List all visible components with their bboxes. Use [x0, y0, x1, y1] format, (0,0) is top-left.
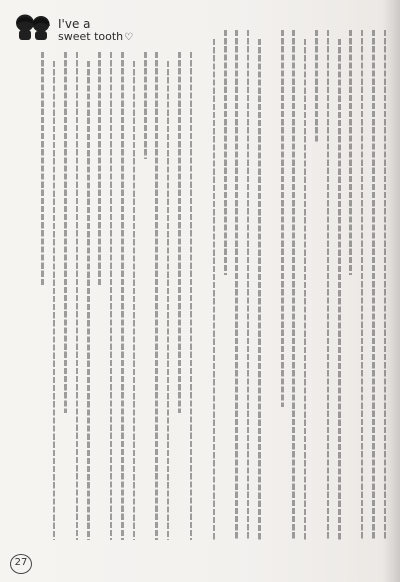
- text-line: [266, 30, 276, 540]
- text-line: [163, 52, 173, 540]
- text-line: [174, 52, 184, 540]
- chapter-header: [14, 10, 164, 50]
- text-line: [334, 30, 344, 540]
- text-line: [72, 52, 82, 540]
- text-line: [380, 30, 390, 540]
- text-line: [368, 30, 378, 540]
- text-line: [49, 52, 59, 540]
- text-line: [117, 52, 127, 540]
- vertical-text-column-right: [204, 30, 390, 540]
- page-number-text: 27: [14, 557, 28, 568]
- chapter-title-line-1: I've a: [58, 17, 91, 31]
- text-line: [83, 52, 93, 540]
- text-line: [243, 30, 253, 540]
- text-line: [209, 30, 219, 540]
- text-line: [129, 52, 139, 540]
- vertical-text-column-left: [34, 52, 196, 540]
- text-line: [288, 30, 298, 540]
- two-character-silhouettes-icon: [14, 14, 52, 40]
- chapter-title-line-2: [58, 30, 133, 43]
- text-line: [345, 30, 355, 540]
- text-line: [300, 30, 310, 540]
- page-number: [10, 554, 32, 574]
- text-line: [106, 52, 116, 540]
- text-line: [60, 52, 70, 540]
- text-line: [357, 30, 367, 540]
- chapter-title-text: sweet tooth: [58, 30, 124, 43]
- text-line: [311, 30, 321, 540]
- text-line: [254, 30, 264, 540]
- text-line: [94, 52, 104, 540]
- text-line: [151, 52, 161, 540]
- text-line: [232, 30, 242, 540]
- text-line: [186, 52, 196, 540]
- text-line: [277, 30, 287, 540]
- text-line: [38, 52, 48, 540]
- text-line: [323, 30, 333, 540]
- text-line: [140, 52, 150, 540]
- text-line: [220, 30, 230, 540]
- heart-icon: ♡: [124, 32, 134, 43]
